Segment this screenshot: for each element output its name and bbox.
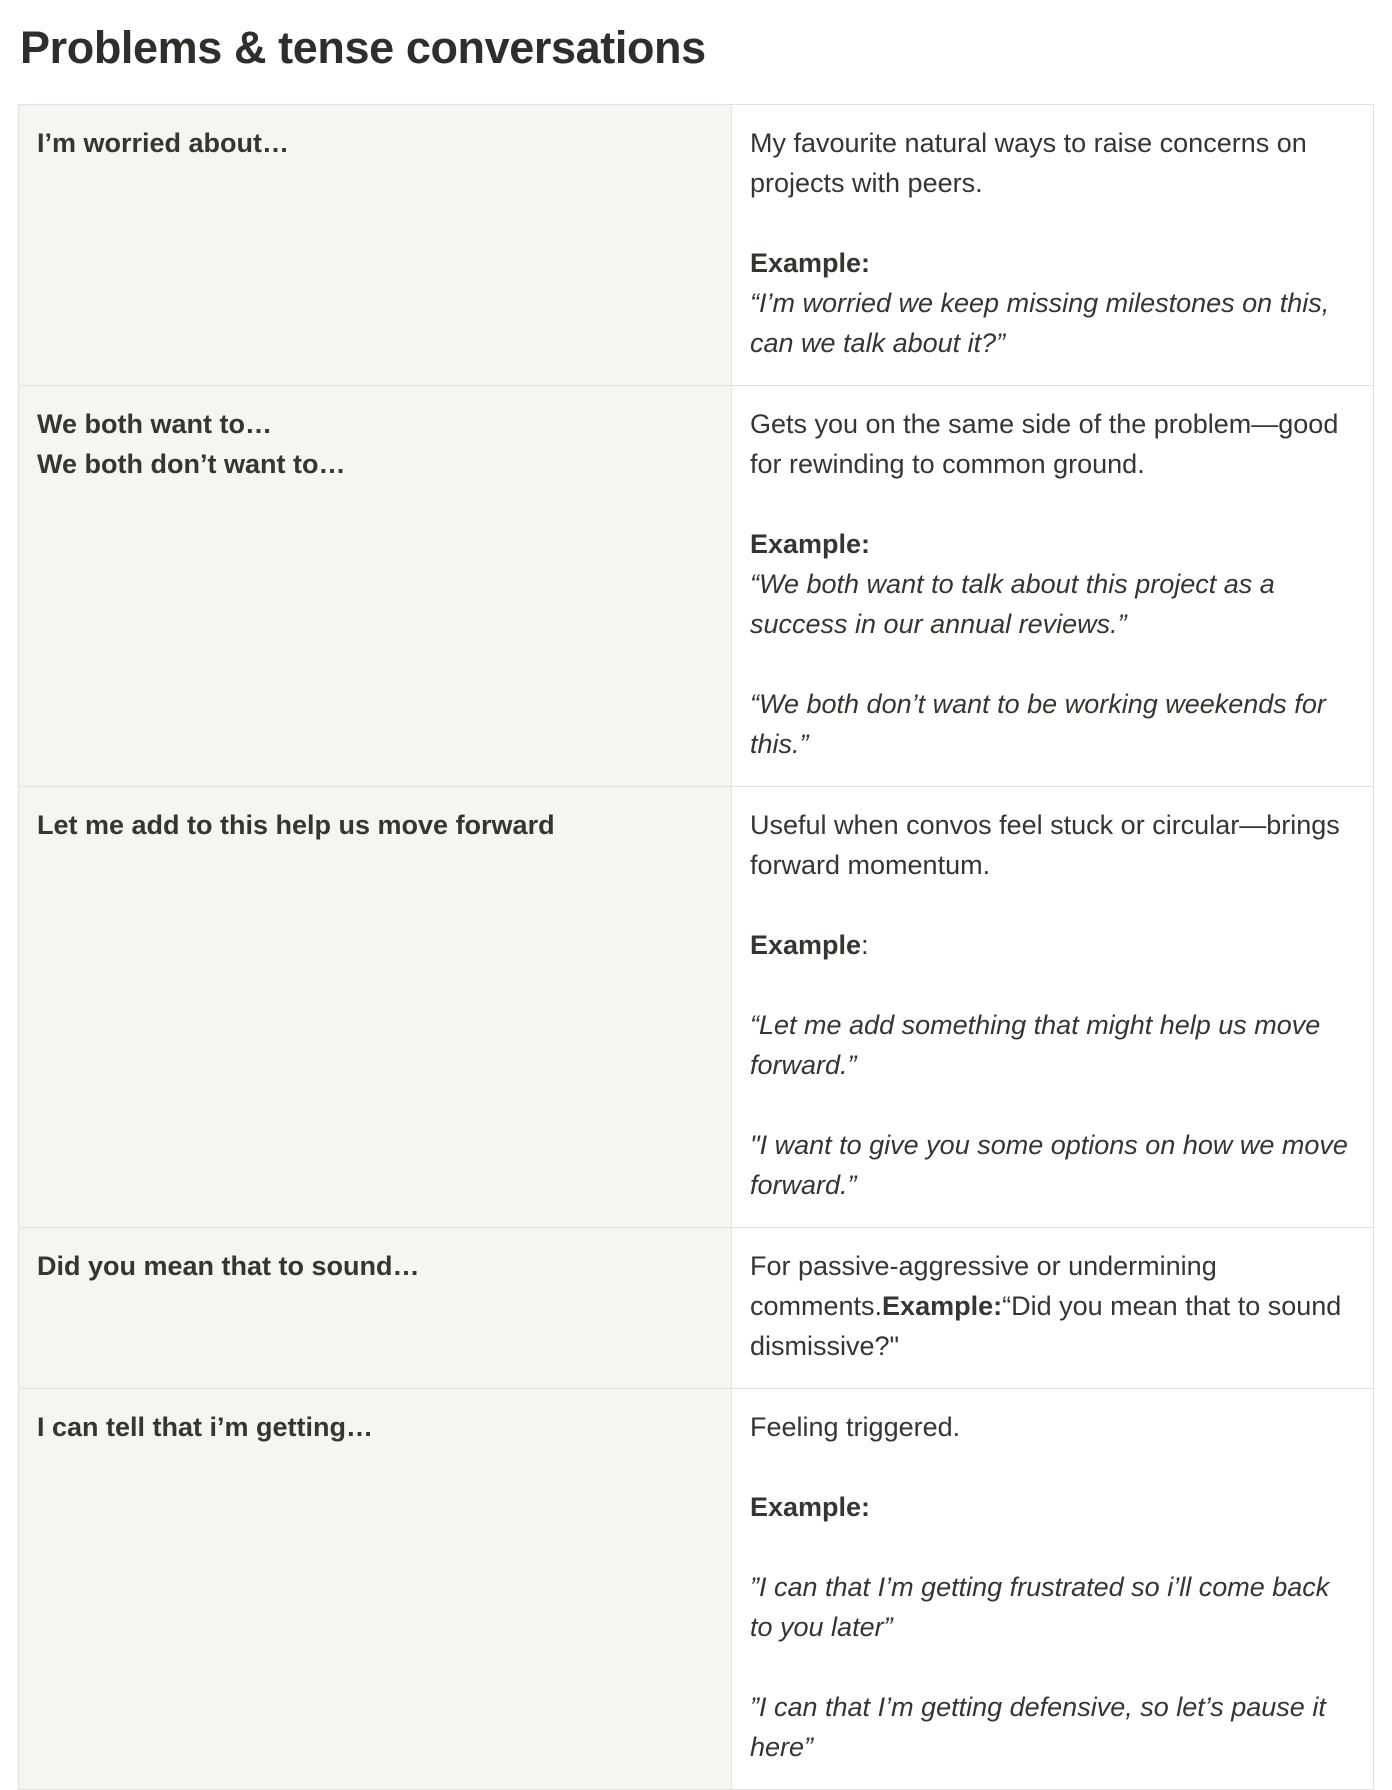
example-quote: “We both want to talk about this project as a success in our annual reviews.” [750, 569, 1275, 639]
phrase-cell[interactable] [19, 386, 732, 787]
spacer [750, 484, 1355, 524]
example-label: Example: [882, 1291, 1003, 1321]
phrase-text: I can tell that i’m getting… [37, 1412, 374, 1442]
table-row [19, 1228, 1374, 1389]
phrase-cell[interactable] [19, 1228, 732, 1389]
description-text: Useful when convos feel stuck or circular—brings forward momentum. [750, 810, 1340, 880]
description-text: For passive-aggressive or undermining comments. [750, 1251, 1217, 1321]
example-label: Example: [750, 529, 871, 559]
spacer [750, 1447, 1355, 1487]
spacer [750, 1647, 1355, 1687]
description-cell[interactable] [732, 1228, 1374, 1389]
example-label-line [750, 925, 1355, 965]
example-quote: “Did you mean that to sound dismissive?" [750, 1291, 1342, 1361]
example-quote: “Let me add something that might help us move forward.” [750, 1010, 1321, 1080]
phrase-cell[interactable] [19, 787, 732, 1228]
description-cell[interactable] [732, 105, 1374, 386]
phrase-cell[interactable] [19, 1389, 732, 1790]
description-cell[interactable] [732, 386, 1374, 787]
phrases-table [18, 104, 1374, 1790]
table-row [19, 386, 1374, 787]
phrase-text: Did you mean that to sound… [37, 1251, 420, 1281]
description-cell[interactable] [732, 1389, 1374, 1790]
spacer [750, 644, 1355, 684]
phrase-text: We both want to… [37, 409, 272, 439]
example-quote: “We both don’t want to be working weekends for this.” [750, 689, 1326, 759]
description-cell[interactable] [732, 787, 1374, 1228]
example-quote: "I want to give you some options on how we move forward.” [750, 1130, 1348, 1200]
phrase-text: We both don’t want to… [37, 449, 346, 479]
example-colon: : [861, 930, 869, 960]
description-text: Gets you on the same side of the problem—good for rewinding to common ground. [750, 409, 1339, 479]
spacer [750, 203, 1355, 243]
example-quote: ”I can that I’m getting frustrated so i’ll come back to you later” [750, 1572, 1330, 1642]
table-row [19, 1389, 1374, 1790]
table-row [19, 105, 1374, 386]
example-quote: “I’m worried we keep missing milestones on this, can we talk about it?” [750, 288, 1330, 358]
spacer [750, 965, 1355, 1005]
spacer [750, 885, 1355, 925]
example-label: Example [750, 930, 862, 960]
spacer [750, 1085, 1355, 1125]
page-title: Problems & tense conversations [20, 22, 706, 73]
description-text: Feeling triggered. [750, 1412, 961, 1442]
phrase-cell[interactable] [19, 105, 732, 386]
example-label: Example: [750, 248, 871, 278]
description-text: My favourite natural ways to raise concerns on projects with peers. [750, 128, 1307, 198]
example-label: Example: [750, 1492, 871, 1522]
spacer [750, 1527, 1355, 1567]
phrase-text: I’m worried about… [37, 128, 290, 158]
example-quote: ”I can that I’m getting defensive, so let’s pause it here” [750, 1692, 1326, 1762]
phrase-text: Let me add to this help us move forward [37, 810, 555, 840]
table-row [19, 787, 1374, 1228]
